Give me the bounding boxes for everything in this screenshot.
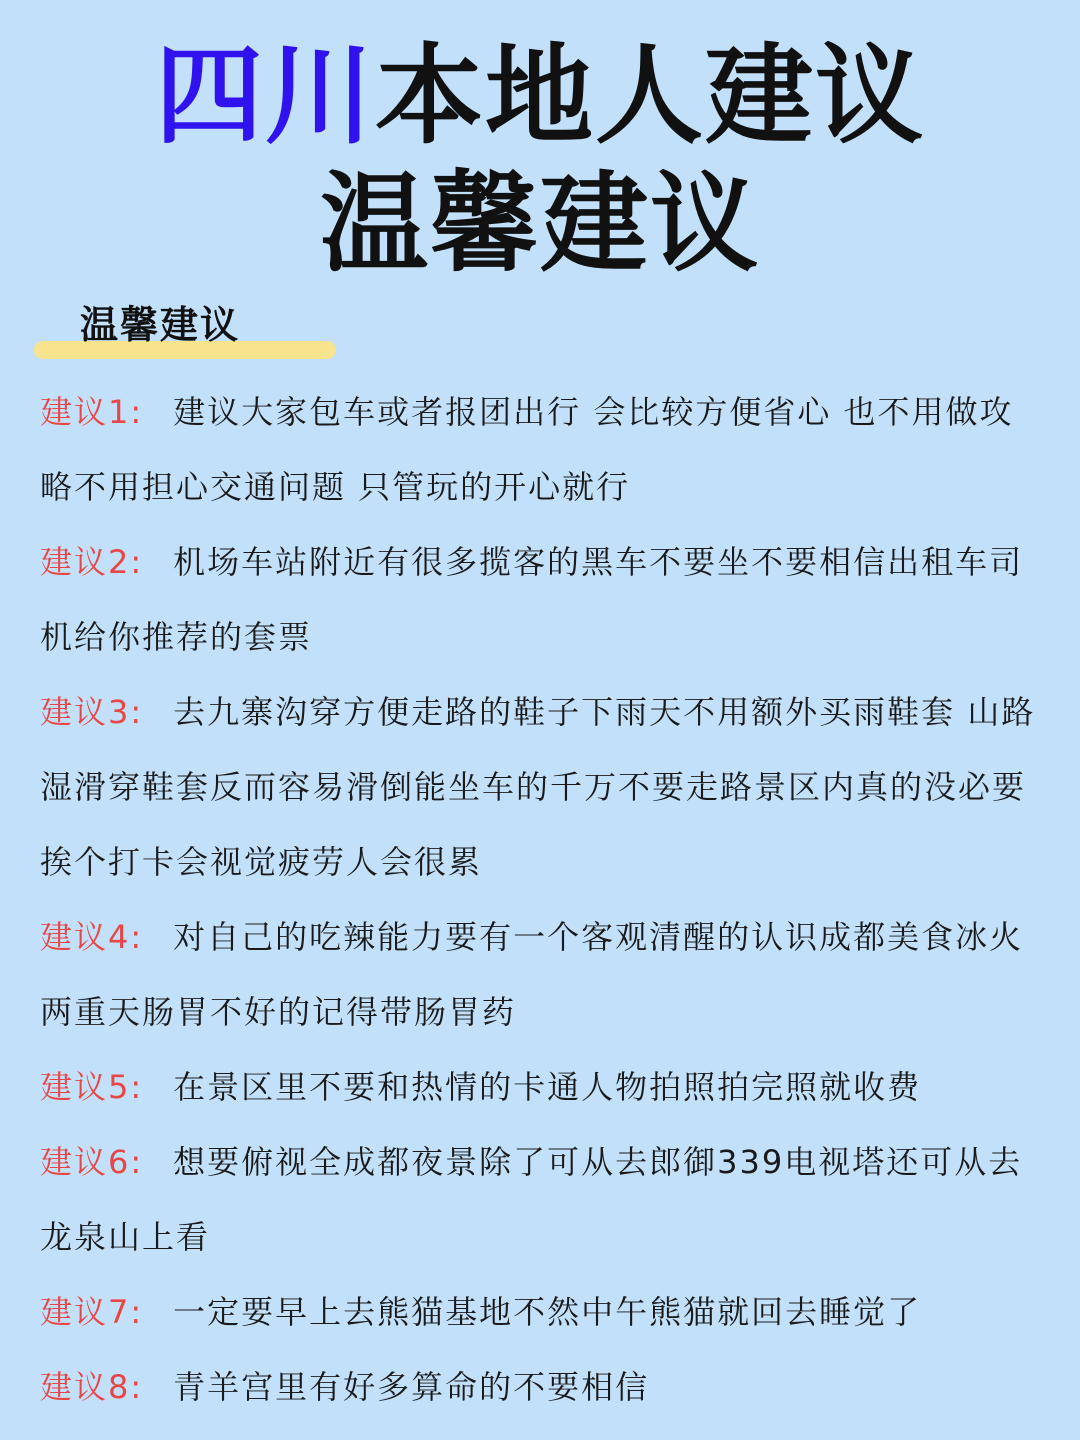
tip-item-2 [40,525,1040,675]
tip-label: 建议7: [40,1293,144,1331]
tip-item-5 [40,1050,1040,1125]
tip-label: 建议2: [40,543,144,581]
tips-list [40,375,1040,1425]
main-title-line-2: 温馨建议 [319,162,760,287]
main-title-line-1 [0,34,1080,159]
tip-item-7 [40,1275,1040,1350]
tip-item-3 [40,675,1040,900]
tip-text: 想要俯视全成都夜景除了可从去郎御339电视塔还可从去龙泉山上看 [40,1143,1023,1256]
tip-item-6 [40,1125,1040,1275]
tip-text: 对自己的吃辣能力要有一个客观清醒的认识成都美食冰火两重天肠胃不好的记得带肠胃药 [40,918,1024,1031]
tip-label: 建议8: [40,1368,144,1406]
tip-text: 一定要早上去熊猫基地不然中午熊猫就回去睡觉了 [173,1293,922,1331]
tip-text: 在景区里不要和热情的卡通人物拍照拍完照就收费 [173,1068,922,1106]
tip-item-4 [40,900,1040,1050]
title-rest: 本地人建议 [375,34,926,159]
tip-text: 建议大家包车或者报团出行 会比较方便省心 也不用做攻略不用担心交通问题 只管玩的开心就行 [40,393,1014,506]
section-label [34,298,336,360]
tip-label: 建议6: [40,1143,144,1181]
title-accent-sichuan: 四川 [154,34,375,159]
tip-item-8 [40,1350,1040,1425]
tip-text: 去九寨沟穿方便走路的鞋子下雨天不用额外买雨鞋套 山路湿滑穿鞋套反而容易滑倒能坐车的千万不要走路景区内真的没必要挨个打卡会视觉疲劳人会很累 [40,693,1036,881]
tip-label: 建议3: [40,693,144,731]
tip-label: 建议1: [40,393,144,431]
tip-label: 建议4: [40,918,144,956]
tip-label: 建议5: [40,1068,144,1106]
tip-text: 青羊宫里有好多算命的不要相信 [173,1368,650,1406]
tip-text: 机场车站附近有很多揽客的黑车不要坐不要相信出租车司机给你推荐的套票 [40,543,1024,656]
tip-item-1 [40,375,1040,525]
section-label-text: 温馨建议 [80,303,241,347]
